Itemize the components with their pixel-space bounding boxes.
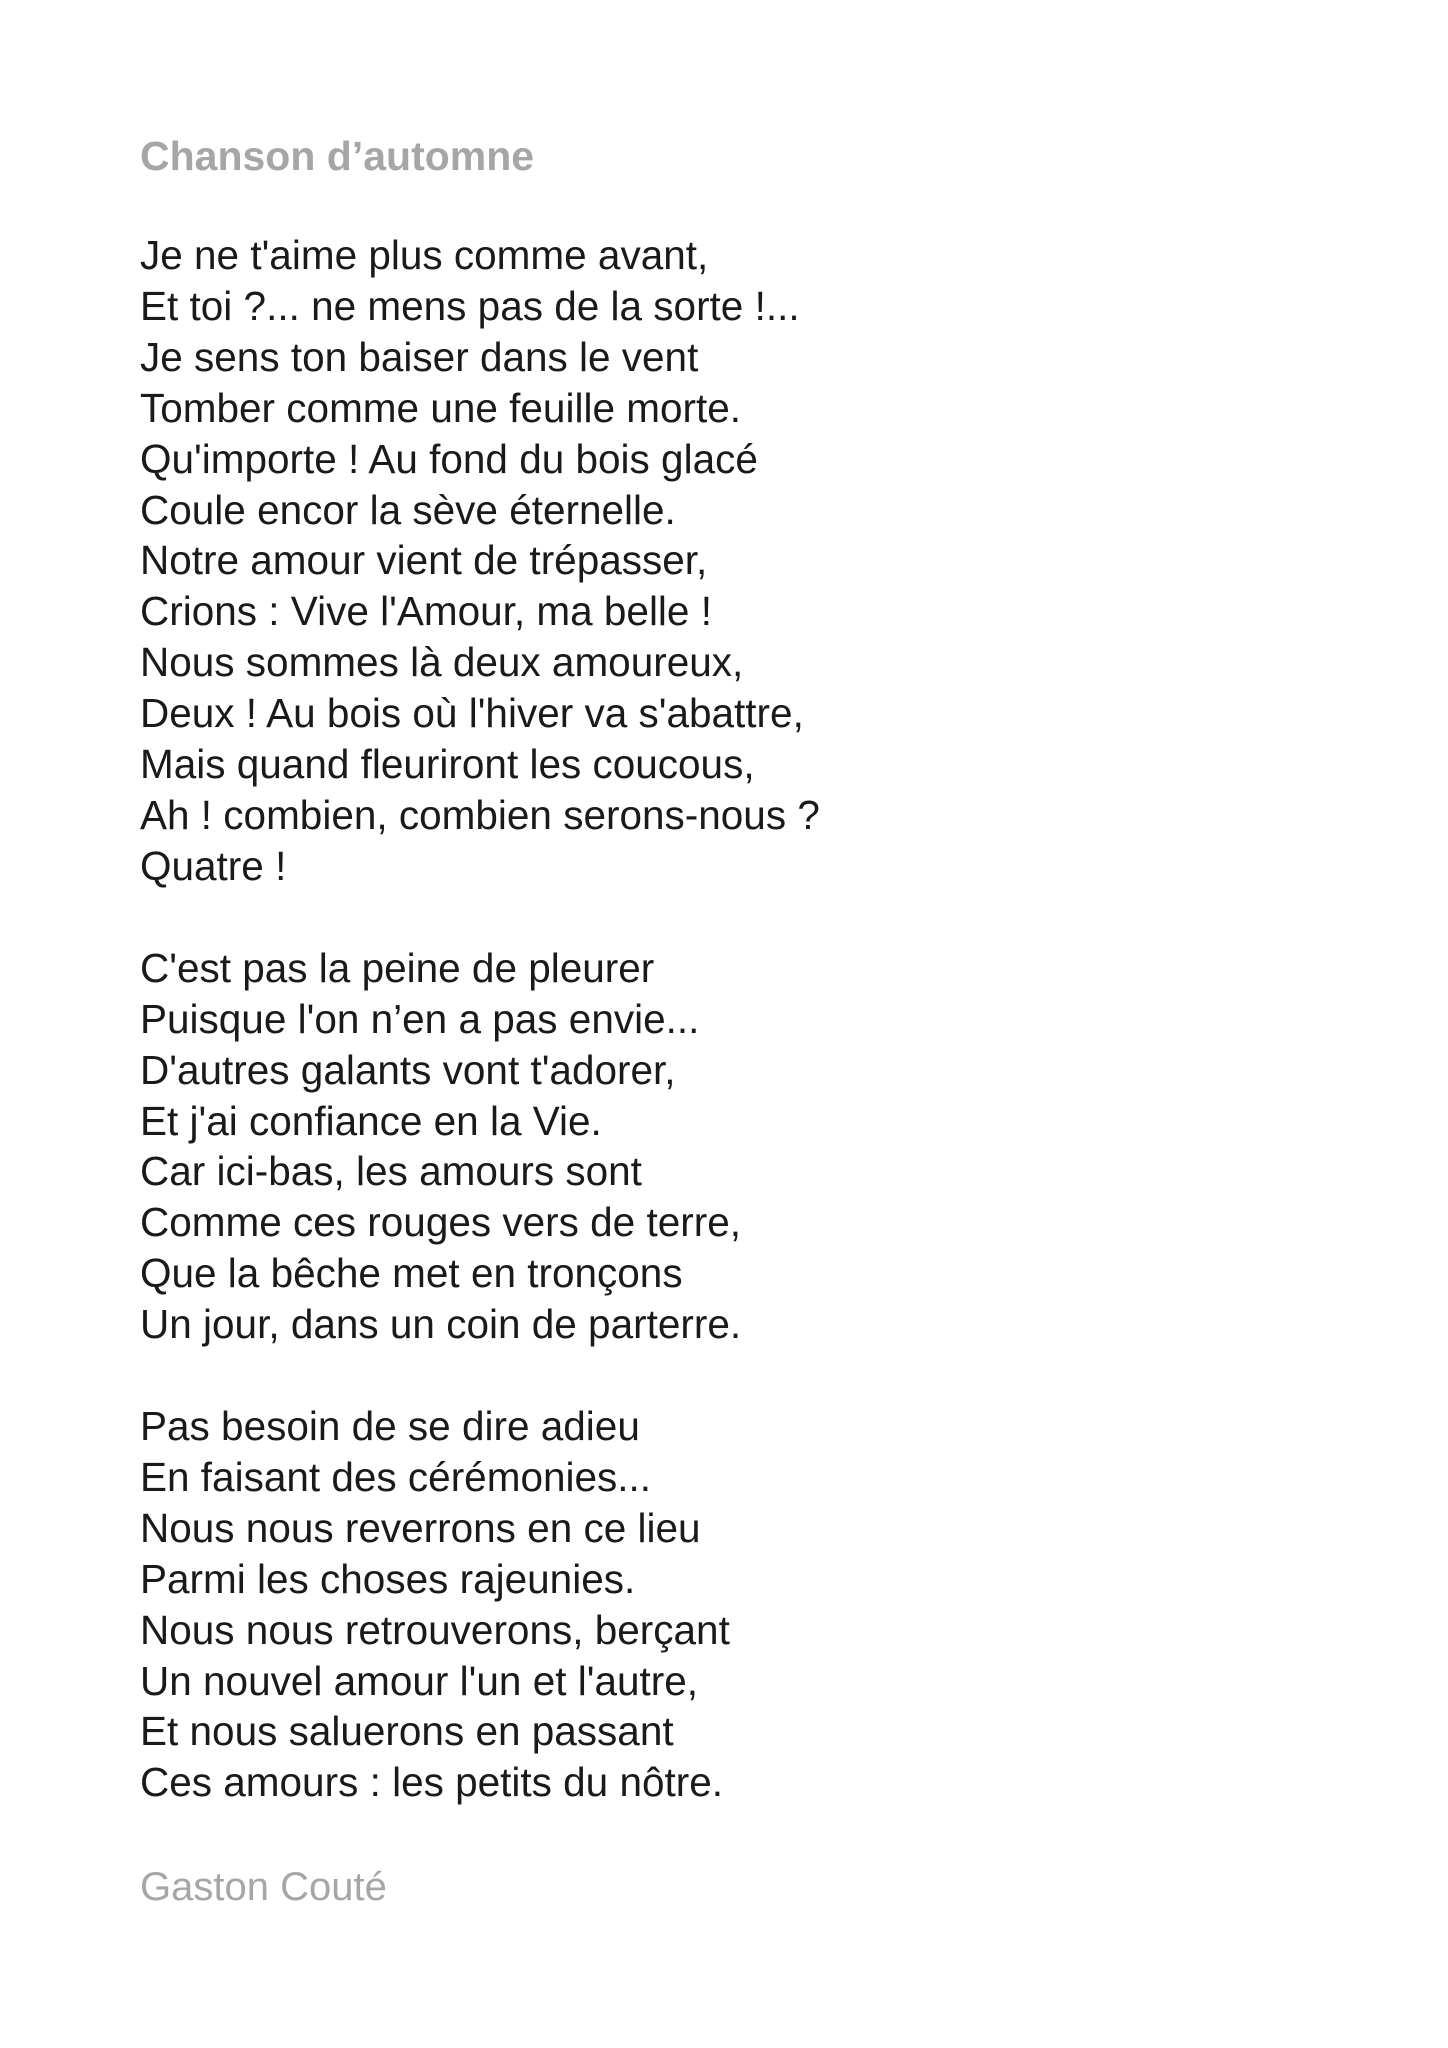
verse-line: Quatre ! — [140, 842, 287, 889]
verse-line: Tomber comme une feuille morte. — [140, 384, 741, 431]
verse-line: Ces amours : les petits du nôtre. — [140, 1759, 724, 1806]
verse-line: Nous nous retrouverons, berçant — [140, 1606, 730, 1653]
verse-line: Pas besoin de se dire adieu — [140, 1403, 640, 1450]
verse-line: Car ici-bas, les amours sont — [140, 1148, 642, 1195]
verse-line: Un nouvel amour l'un et l'autre, — [140, 1657, 699, 1704]
verse-line: Et toi ?... ne mens pas de la sorte !... — [140, 282, 800, 329]
verse-line: Un jour, dans un coin de parterre. — [140, 1301, 742, 1348]
verse-line: Notre amour vient de trépasser, — [140, 537, 708, 584]
stanza-2 — [140, 943, 1340, 1350]
verse-line: Deux ! Au bois où l'hiver va s'abattre, — [140, 690, 804, 737]
stanza-3 — [140, 1401, 1340, 1808]
verse-line: Mais quand fleuriront les coucous, — [140, 741, 755, 788]
poem-title: Chanson d’automne — [140, 133, 535, 179]
verse-line: Que la bêche met en tronçons — [140, 1250, 683, 1297]
verse-line: Parmi les choses rajeunies. — [140, 1555, 636, 1602]
verse-line: D'autres galants vont t'adorer, — [140, 1046, 676, 1093]
verse-line: En faisant des cérémonies... — [140, 1453, 652, 1500]
stanza-1 — [140, 230, 1340, 892]
verse-line: Ah ! combien, combien serons-nous ? — [140, 791, 820, 838]
poem-author: Gaston Couté — [140, 1865, 387, 1910]
verse-line: Nous nous reverrons en ce lieu — [140, 1504, 701, 1551]
verse-line: Coule encor la sève éternelle. — [140, 486, 676, 533]
verse-line: Puisque l'on n’en a pas envie... — [140, 995, 700, 1042]
verse-line: Comme ces rouges vers de terre, — [140, 1199, 741, 1246]
poem-page — [140, 128, 1340, 1915]
verse-line: Nous sommes là deux amoureux, — [140, 639, 744, 686]
verse-line: Je ne t'aime plus comme avant, — [140, 232, 709, 278]
verse-line: Qu'importe ! Au fond du bois glacé — [140, 435, 758, 482]
verse-line: C'est pas la peine de pleurer — [140, 944, 655, 991]
verse-line: Je sens ton baiser dans le vent — [140, 333, 699, 380]
verse-line: Et nous saluerons en passant — [140, 1708, 674, 1755]
verse-line: Crions : Vive l'Amour, ma belle ! — [140, 588, 712, 635]
verse-line: Et j'ai confiance en la Vie. — [140, 1097, 602, 1144]
